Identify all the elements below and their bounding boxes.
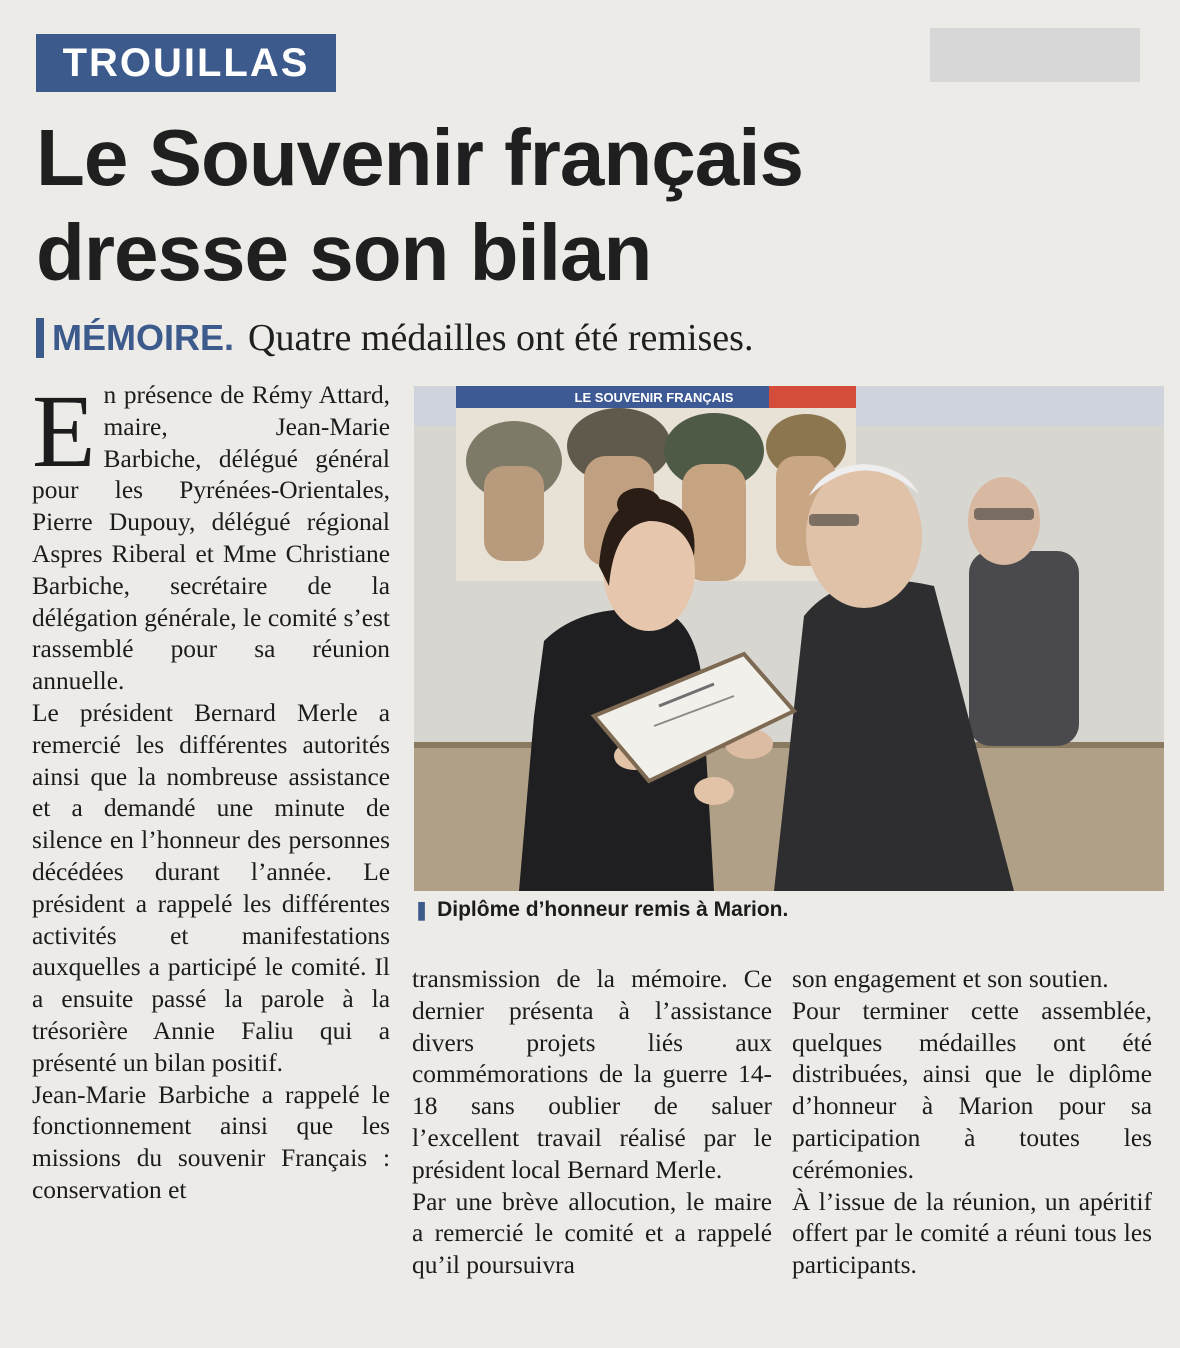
headline-line-1: Le Souvenir français [36, 113, 803, 202]
section-kicker [36, 34, 336, 92]
deck-text: Quatre médailles ont été remises. [248, 317, 754, 359]
poster-banner-text: LE SOUVENIR FRANÇAIS [574, 390, 734, 405]
deck-bar [36, 318, 44, 358]
caption-text: Diplôme d’honneur remis à Marion. [437, 898, 789, 921]
paragraph: Le président Bernard Merle a remercié les différentes autorités ainsi que la nombreuse assistance et a demandé une minute de silence en l’honneur des personnes décédées durant l’année. Le président a rappelé les différentes activités et manifestations auxquelles a participé le comité. Il a ensuite passé la parole à la trésorière Annie Faliu qui a présenté un bilan positif. [32, 698, 390, 1077]
deck [36, 316, 753, 360]
caption-marker-icon: ❚ [414, 899, 430, 920]
paragraph [32, 374, 390, 698]
photo-caption [414, 898, 1164, 922]
paragraph: À l’issue de la réunion, un apéritif offert par le comité a réuni tous les participants. [792, 1187, 1152, 1280]
kicker-label: TROUILLAS [62, 40, 310, 85]
paragraph: son engagement et son soutien. [792, 965, 1109, 993]
deck-label: MÉMOIRE. [52, 317, 235, 358]
paragraph-text: n présence de Rémy Attard, maire, Jean-Marie Barbiche, délégué général pour les Pyrénées-Orientales, Pierre Dupouy, délégué régional Aspres Riberal et Mme Christiane Barbiche, secrétaire de la délégation générale, le comité s’est rassemblé pour sa réunion annuelle. [32, 381, 390, 696]
article-column-2 [412, 964, 772, 1282]
paragraph: Jean-Marie Barbiche a rappelé le fonctionnement ainsi que les missions du souvenir Français : conservation et [32, 1080, 390, 1204]
paragraph: Pour terminer cette assemblée, quelques médailles ont été distribuées, ainsi que le diplôme d’honneur à Marion pour sa participation à toutes les cérémonies. [792, 996, 1152, 1184]
headline [36, 110, 936, 300]
article-column-3 [792, 964, 1152, 1282]
headline-line-2: dresse son bilan [36, 208, 652, 297]
drop-cap: E [32, 374, 96, 489]
paragraph: transmission de la mémoire. Ce dernier présenta à l’assistance divers projets liés aux commémorations de la guerre 14-18 sans oublier de saluer l’excellent travail réalisé par le président local Bernard Merle. [412, 965, 772, 1184]
article-photo [414, 386, 1164, 891]
article-column-1 [32, 374, 390, 1207]
paragraph: Par une brève allocution, le maire a remercié le comité et a rappelé qu’il poursuivra [412, 1187, 772, 1280]
bleed-through-block [930, 28, 1140, 82]
